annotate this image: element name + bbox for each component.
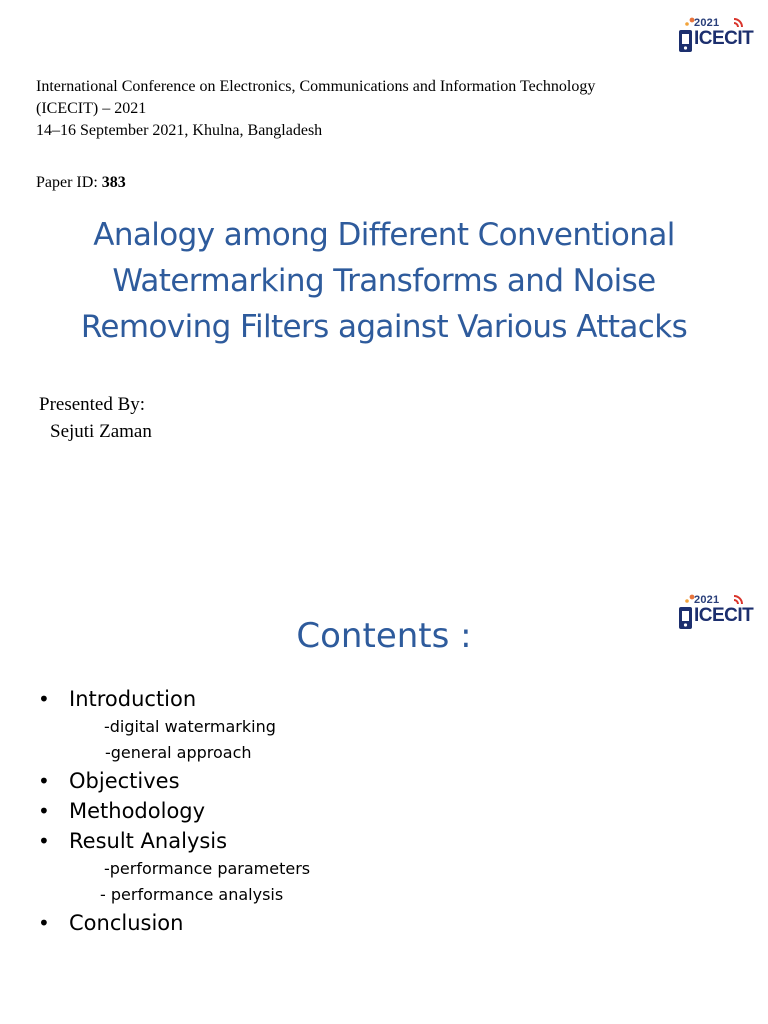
contents-subitem: -general approach: [105, 743, 252, 762]
contents-slide: [0, 512, 768, 1024]
presented-by: [39, 391, 152, 445]
contents-list: [38, 684, 738, 938]
paper-id: [36, 174, 126, 192]
conference-line: International Conference on Electronics, Communications and Information Technology: [36, 78, 596, 95]
contents-item-label: Methodology: [69, 799, 206, 823]
conference-line: (ICECIT) – 2021: [36, 100, 147, 117]
logo-name: ICECIT: [694, 28, 754, 49]
contents-item: [38, 826, 738, 856]
logo-year: 2021: [694, 594, 720, 606]
conference-line: 14–16 September 2021, Khulna, Bangladesh: [36, 122, 323, 139]
bullet-icon: •: [38, 799, 50, 823]
contents-item: [38, 684, 738, 714]
paper-id-value: 383: [101, 174, 126, 191]
contents-title: Contents :: [296, 616, 472, 656]
title-line: Removing Filters against Various Attacks: [80, 309, 688, 345]
contents-item-label: Introduction: [69, 687, 197, 711]
conference-info: [36, 76, 736, 142]
presented-by-label: Presented By:: [39, 394, 146, 415]
bullet-icon: •: [38, 769, 50, 793]
bullet-icon: •: [38, 687, 50, 711]
contents-item: [38, 766, 738, 796]
contents-item-label: Conclusion: [69, 911, 184, 935]
contents-item-label: Objectives: [69, 769, 180, 793]
contents-item: [38, 796, 738, 826]
logo-year: 2021: [694, 17, 720, 29]
title-line: Analogy among Different Conventional: [93, 217, 675, 253]
contents-item: [38, 908, 738, 938]
contents-item-label: Result Analysis: [69, 829, 228, 853]
title-line: Watermarking Transforms and Noise: [112, 263, 656, 299]
paper-id-label: Paper ID:: [36, 174, 98, 191]
bullet-icon: •: [38, 911, 50, 935]
presenter-name: Sejuti Zaman: [50, 421, 152, 442]
logo-name: ICECIT: [694, 605, 754, 626]
paper-title: [20, 212, 748, 350]
icecit-logo: [678, 16, 754, 60]
contents-subitem: -performance parameters: [104, 859, 311, 878]
bullet-icon: •: [38, 829, 50, 853]
contents-subitem: - performance analysis: [100, 885, 284, 904]
contents-subitem: -digital watermarking: [104, 717, 276, 736]
